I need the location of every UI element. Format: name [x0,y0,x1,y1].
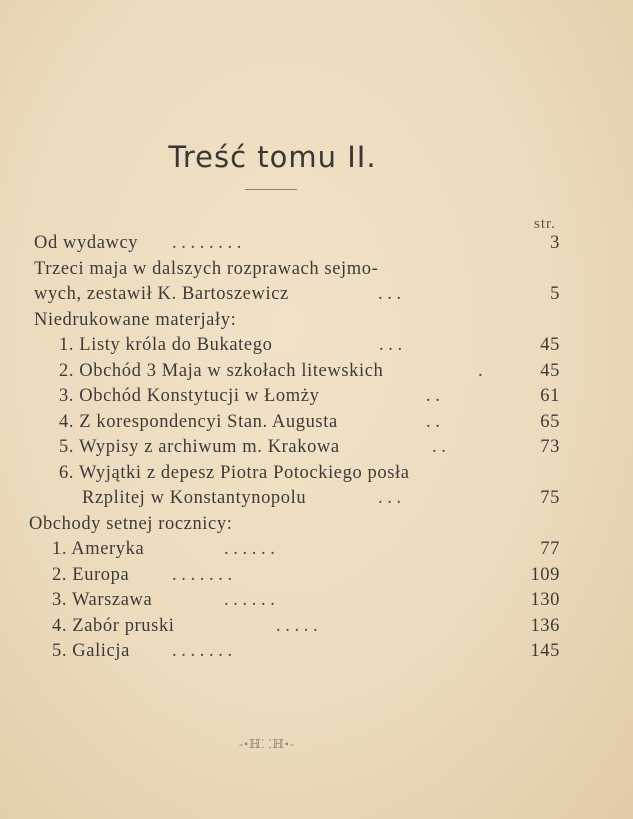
toc-leader-dots: . . . [378,284,402,304]
toc-entry [0,437,633,463]
toc-entry-page: 130 [530,590,560,610]
toc-entry [0,259,633,285]
toc-entry [0,590,633,616]
toc-leader-dots: . . . . . . . [172,641,233,661]
toc-entry-page: 61 [540,386,560,406]
toc-entry-text: Trzeci maja w dalszych rozprawach sejmo- [34,258,379,279]
toc-entry [0,616,633,642]
toc-section-heading [0,514,633,540]
toc-entry-text: 1. Ameryka [52,539,145,559]
toc-entry-page: 75 [540,488,560,508]
toc-entry [0,488,633,514]
page-column-label: str. [534,216,556,232]
toc-entry [0,539,633,565]
toc-entry-page: 109 [530,564,560,585]
toc-entry-page: 5 [550,284,560,304]
toc-leader-dots: . [478,360,483,381]
page-title: Treść tomu II. [168,140,377,174]
toc-entry [0,233,633,259]
toc-leader-dots: . . . . . [276,615,318,636]
toc-entry [0,641,633,667]
toc-entry-text: 3. Warszawa [52,590,153,610]
toc-entry-page: 77 [540,539,560,559]
toc-entry [0,335,633,361]
toc-entry [0,361,633,387]
toc-leader-dots: . . [432,437,446,457]
toc-entry-text: 3. Obchód Konstytucji w Łomży [59,386,320,406]
decorative-ornament: -•ℍ⸬ℍ•- [238,737,296,751]
toc-entry-page: 65 [540,411,560,432]
toc-entry [0,412,633,438]
toc-entry [0,284,633,310]
toc-entry-text: 6. Wyjątki z depesz Piotra Potockiego posła [59,462,410,483]
toc-leader-dots: . . [426,386,440,406]
toc-entry-text: 5. Galicja [52,641,130,661]
toc-entry [0,386,633,412]
toc-entry-text: 5. Wypisy z archiwum m. Krakowa [59,437,340,457]
toc-entry-page: 3 [550,233,560,253]
toc-leader-dots: . . . . . . . . [172,233,242,253]
toc-leader-dots: . . . [379,335,403,355]
table-of-contents [0,233,633,667]
toc-entry [0,463,633,489]
toc-leader-dots: . . . . . . [224,539,275,559]
toc-entry-text: Rzplitej w Konstantynopolu [82,488,307,508]
toc-entry-text: 1. Listy króla do Bukatego [59,335,273,355]
title-divider [245,189,297,190]
toc-entry [0,565,633,591]
toc-entry-text: 4. Z korespondencyi Stan. Augusta [59,411,338,432]
toc-section-heading [0,310,633,336]
toc-leader-dots: . . . . . . [224,590,275,610]
toc-entry-page: 145 [530,641,560,661]
toc-entry-page: 136 [530,615,560,636]
toc-entry-text: Obchody setnej rocznicy: [29,513,233,534]
toc-entry-text: 4. Zabór pruski [52,615,175,636]
toc-leader-dots: . . . [378,488,402,508]
toc-entry-text: Od wydawcy [34,233,139,253]
toc-leader-dots: . . . . . . . [172,564,233,585]
toc-entry-text: 2. Obchód 3 Maja w szkołach litewskich [59,360,384,381]
toc-entry-text: wych, zestawił K. Bartoszewicz [34,284,289,304]
toc-entry-page: 45 [540,335,560,355]
toc-entry-page: 45 [540,360,560,381]
toc-leader-dots: . . [426,411,440,432]
toc-entry-text: Niedrukowane materjały: [34,309,237,330]
toc-entry-page: 73 [540,437,560,457]
toc-entry-text: 2. Europa [52,564,130,585]
